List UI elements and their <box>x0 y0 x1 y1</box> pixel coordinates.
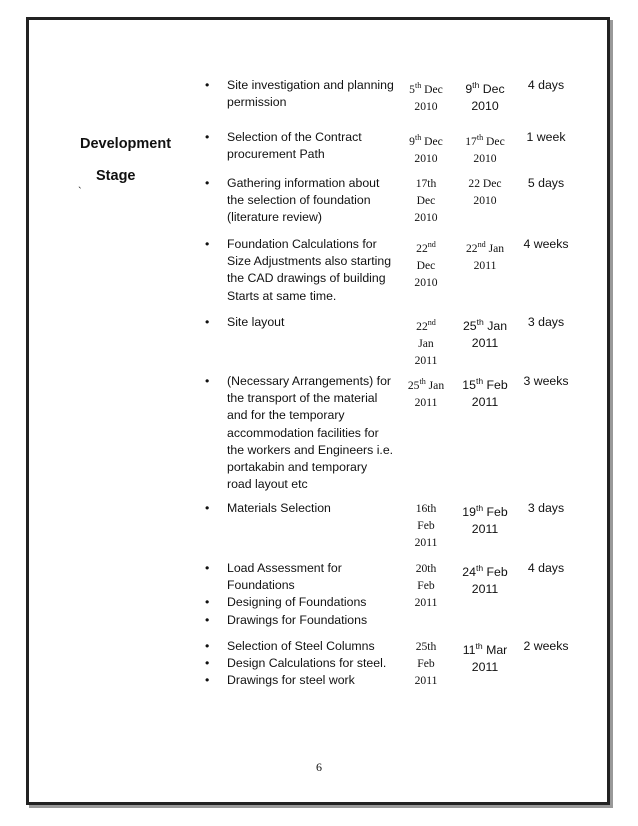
task-item <box>205 77 395 111</box>
bullet-icon: • <box>205 130 210 144</box>
end-date-line: 2010 <box>473 152 497 166</box>
end-date <box>456 314 514 353</box>
task-item <box>205 594 395 611</box>
task-item <box>205 638 395 655</box>
task-item <box>205 655 395 672</box>
task-item <box>205 500 395 517</box>
start-date <box>398 638 454 690</box>
start-date-line: 2011 <box>414 354 438 368</box>
start-date-line: 16th <box>415 502 437 515</box>
task-text: Materials Selection <box>227 501 331 515</box>
task-item <box>205 373 395 493</box>
duration: 1 week <box>526 130 566 144</box>
task-text: Gathering information about the selection of foundation (literature review) <box>227 176 380 225</box>
start-date-line: 2010 <box>414 211 438 225</box>
bullet-icon: • <box>205 501 210 515</box>
task-item <box>205 175 395 227</box>
start-date-line: 2010 <box>414 100 438 114</box>
start-date-line: Dec <box>416 259 436 273</box>
start-date-line: Jan <box>418 337 434 351</box>
duration: 4 days <box>527 78 565 92</box>
task-item <box>205 560 395 594</box>
end-date-line: 2011 <box>471 582 499 597</box>
bullet-icon: • <box>205 656 210 671</box>
task-text: Load Assessment for Foundations <box>227 561 342 593</box>
start-date-line: 9th Dec <box>409 133 443 148</box>
bullet-icon: • <box>205 673 210 688</box>
end-date-line: 15th Feb <box>462 376 508 393</box>
start-date-line: Dec <box>416 194 436 208</box>
bullet-icon: • <box>205 639 210 653</box>
task-text: Site investigation and planning permission <box>227 78 394 110</box>
end-date-line: 17th Dec <box>465 133 505 148</box>
start-date-line: Feb <box>417 579 435 593</box>
start-date-line: 2011 <box>414 596 438 610</box>
task-text: Design Calculations for steel. <box>227 656 387 671</box>
task-list <box>205 560 395 629</box>
task-list <box>205 314 395 331</box>
start-date-line: 25th <box>415 640 437 653</box>
start-date-line: 20th <box>415 562 437 575</box>
bullet-icon: • <box>205 595 210 610</box>
start-date <box>398 500 454 552</box>
end-date-line: 2011 <box>471 660 499 675</box>
task-item <box>205 236 395 305</box>
task-item <box>205 672 395 689</box>
duration: 4 weeks <box>523 237 569 251</box>
task-list <box>205 129 395 163</box>
duration: 3 days <box>527 501 565 515</box>
end-date <box>456 129 514 167</box>
task-text: (Necessary Arrangements) for the transport of the material and for the temporary accommodation facilities for the workers and Engineers i.e. portakabin and temporary road layout etc <box>227 374 394 492</box>
task-text: Selection of the Contract procurement Path <box>227 130 362 162</box>
end-date <box>456 236 514 274</box>
start-date-line: 2011 <box>414 674 438 688</box>
end-date-line: 22 Dec <box>468 177 502 190</box>
end-date <box>456 77 514 116</box>
bullet-icon: • <box>205 612 210 627</box>
end-date-line: 22nd Jan <box>465 240 505 255</box>
end-date-line: 2010 <box>473 194 497 208</box>
task-item <box>205 612 395 629</box>
end-date <box>456 638 514 677</box>
start-date-line: 2011 <box>414 396 438 410</box>
start-date <box>398 560 454 612</box>
bullet-icon: • <box>205 237 210 251</box>
start-date-line: 17th <box>415 177 437 190</box>
task-list <box>205 236 395 305</box>
start-date <box>398 129 454 167</box>
bullet-icon: • <box>205 176 210 190</box>
bullet-icon: • <box>205 561 210 575</box>
start-date-line: Feb <box>417 519 435 533</box>
bullet-icon: • <box>205 315 210 329</box>
start-date-line: Feb <box>417 657 435 671</box>
end-date-line: 11th Mar <box>462 641 508 658</box>
stage-line-2: Stage <box>96 168 136 184</box>
stray-mark: ` <box>78 186 82 198</box>
duration: 4 days <box>527 561 565 575</box>
start-date-line: 2010 <box>414 152 438 166</box>
end-date-line: 25th Jan <box>462 317 508 334</box>
end-date-line: 9th Dec <box>465 80 505 97</box>
bullet-icon: • <box>205 374 210 388</box>
task-text: Designing of Foundations <box>227 595 367 610</box>
end-date <box>456 175 514 209</box>
end-date-line: 2011 <box>471 522 499 537</box>
task-list <box>205 77 395 111</box>
task-list <box>205 500 395 517</box>
start-date-line: 22nd <box>416 240 436 255</box>
end-date-line: 2011 <box>473 259 497 273</box>
task-text: Foundation Calculations for Size Adjustments also starting the CAD drawings of building Starts at same time. <box>227 237 392 303</box>
duration: 5 days <box>527 176 565 190</box>
task-text: Site layout <box>227 315 285 329</box>
bullet-icon: • <box>205 78 210 92</box>
start-date <box>398 236 454 291</box>
start-date-line: 2010 <box>414 276 438 290</box>
end-date <box>456 500 514 539</box>
page-number: 6 <box>316 760 322 774</box>
end-date <box>456 560 514 599</box>
duration: 3 days <box>527 315 565 329</box>
duration: 2 weeks <box>523 639 569 653</box>
end-date-line: 19th Feb <box>462 503 508 520</box>
start-date <box>398 175 454 227</box>
start-date <box>398 373 454 411</box>
start-date-line: 5th Dec <box>409 81 443 96</box>
start-date <box>398 77 454 115</box>
start-date <box>398 314 454 369</box>
task-text: Drawings for Foundations <box>227 612 368 627</box>
end-date <box>456 373 514 412</box>
start-date-line: 2011 <box>414 536 438 550</box>
task-list <box>205 373 395 493</box>
stage-line-1: Development <box>80 136 172 152</box>
task-item <box>205 314 395 331</box>
duration: 3 weeks <box>523 374 569 388</box>
end-date-line: 2010 <box>471 99 499 114</box>
task-list <box>205 638 395 690</box>
task-text: Drawings for steel work <box>227 673 355 688</box>
start-date-line: 25th Jan <box>407 377 445 392</box>
end-date-line: 2011 <box>471 336 499 351</box>
end-date-line: 24th Feb <box>462 563 508 580</box>
task-text: Selection of Steel Columns <box>227 639 375 653</box>
task-list <box>205 175 395 227</box>
task-item <box>205 129 395 163</box>
start-date-line: 22nd <box>416 318 436 333</box>
end-date-line: 2011 <box>471 395 499 410</box>
stage-label <box>80 128 171 192</box>
